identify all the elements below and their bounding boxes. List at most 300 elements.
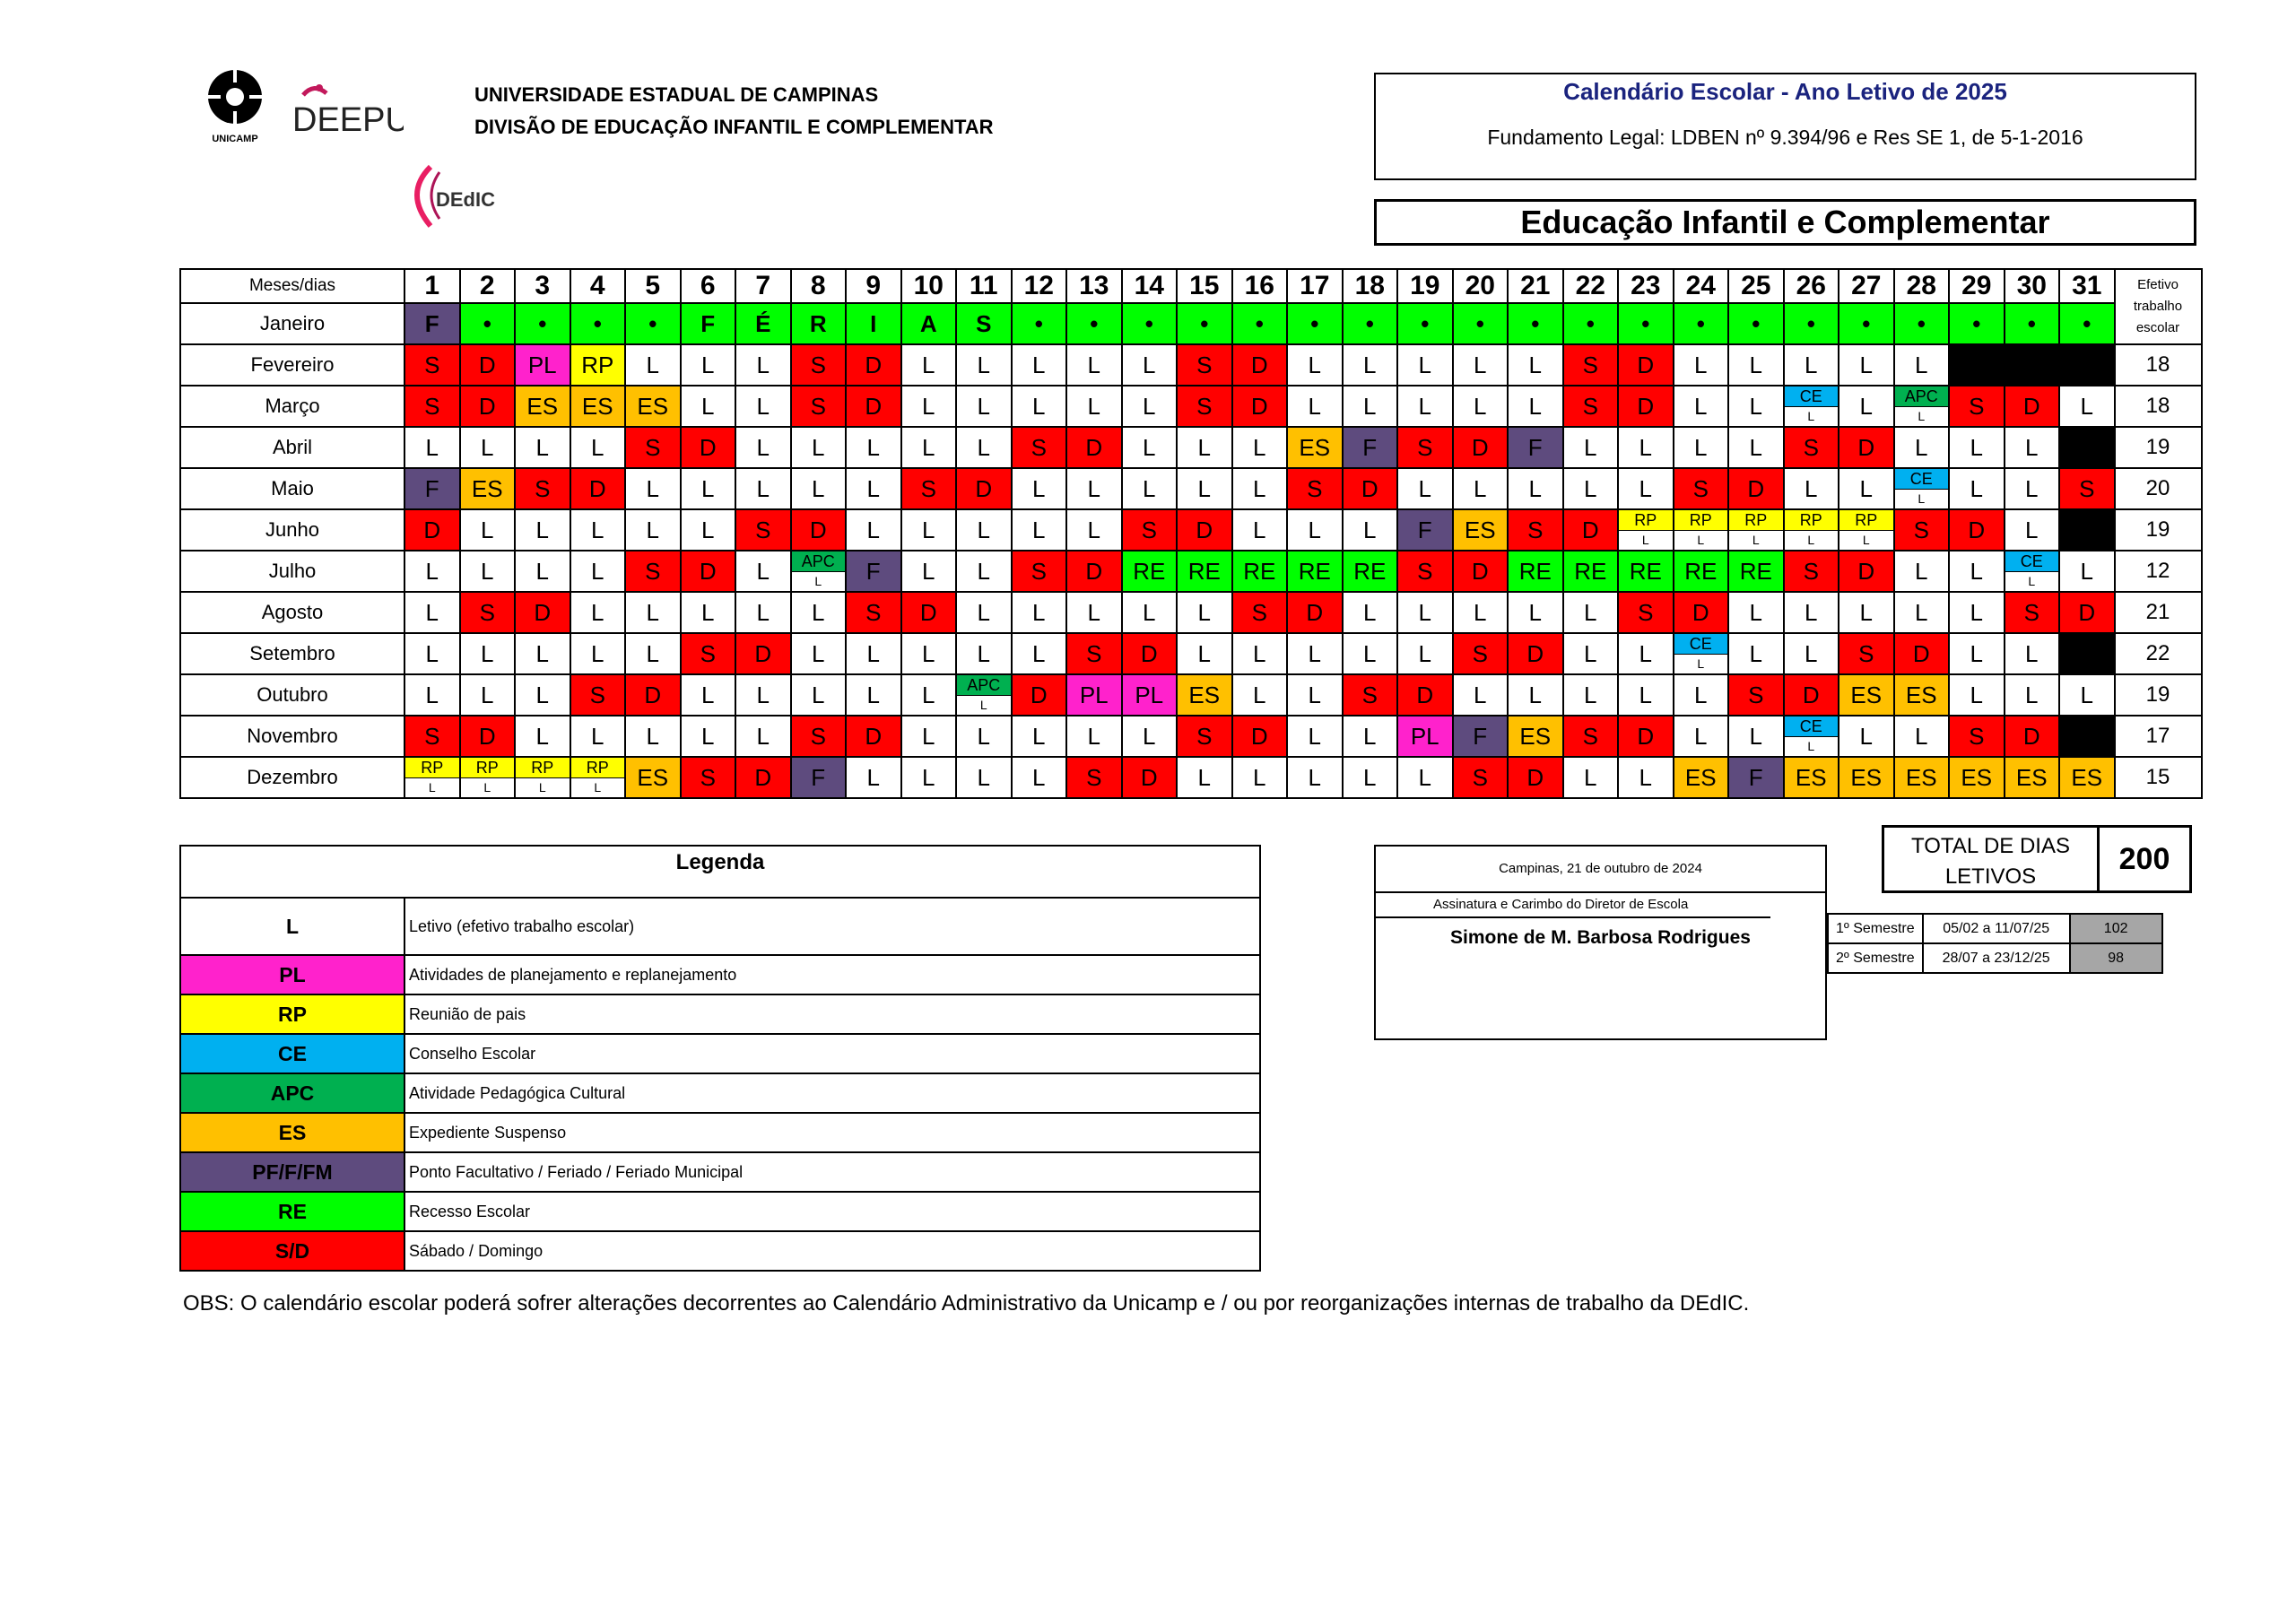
day-cell: D (1618, 344, 1674, 386)
month-row (180, 386, 2202, 427)
day-cell-event: RP (516, 758, 570, 778)
day-cell: • (1232, 303, 1288, 344)
day-cell: L (1728, 633, 1784, 674)
legend-code: APC (180, 1073, 404, 1113)
day-cell: L (791, 427, 847, 468)
signature-role: Assinatura e Carimbo do Diretor de Escola (1433, 897, 1689, 912)
day-cell: L (1839, 716, 1894, 757)
day-cell: L (956, 551, 1012, 592)
day-cell: S (1949, 716, 2005, 757)
day-cell: L (1839, 344, 1894, 386)
day-cell: RE (1508, 551, 1563, 592)
day-cell: D (1453, 427, 1509, 468)
day-cell-status: L (1839, 531, 1893, 549)
day-cell: D (901, 592, 957, 633)
day-cell: • (1508, 303, 1563, 344)
day-cell: D (1122, 633, 1178, 674)
legend-description: Expediente Suspenso (404, 1113, 1260, 1152)
day-cell: D (1894, 633, 1950, 674)
day-cell: S (1674, 468, 1729, 509)
month-row (180, 344, 2202, 386)
day-cell: L (1287, 509, 1343, 551)
day-cell: L (404, 427, 460, 468)
day-cell: S (1012, 551, 1067, 592)
day-cell: L (515, 674, 570, 716)
day-cell: L (1012, 592, 1067, 633)
day-cell: L (2059, 551, 2115, 592)
day-cell: S (404, 344, 460, 386)
day-cell-status: L (1729, 531, 1783, 549)
day-cell: D (846, 344, 901, 386)
day-cell: F (404, 468, 460, 509)
day-cell: L (956, 509, 1012, 551)
day-cell: L (956, 716, 1012, 757)
day-cell: L (570, 592, 626, 633)
day-cell: • (1066, 303, 1122, 344)
day-cell: L (1674, 427, 1729, 468)
day-cell: L (1894, 344, 1950, 386)
day-cell: L (956, 757, 1012, 798)
day-cell: D (404, 509, 460, 551)
day-cell: L (1122, 468, 1178, 509)
day-cell: L (1232, 674, 1288, 716)
day-cell: S (1839, 633, 1894, 674)
unicamp-logo-text: UNICAMP (212, 134, 258, 144)
day-cell: D (1232, 344, 1288, 386)
day-cell: L (1563, 674, 1619, 716)
legend-description: Atividades de planejamento e replanejamento (404, 955, 1260, 994)
day-cell: ES (1177, 674, 1232, 716)
day-cell (2059, 716, 2115, 757)
day-cell: D (1508, 633, 1563, 674)
day-cell (1784, 716, 1839, 757)
day-cell: L (1949, 674, 2005, 716)
day-cell: L (625, 509, 681, 551)
day-cell: ES (625, 386, 681, 427)
day-cell: S (625, 551, 681, 592)
day-cell-event: RP (1619, 510, 1673, 531)
day-cell: L (901, 757, 957, 798)
day-cell: L (1287, 757, 1343, 798)
day-cell (1618, 509, 1674, 551)
day-cell: • (460, 303, 516, 344)
day-cell: • (515, 303, 570, 344)
day-cell: F (791, 757, 847, 798)
day-cell (1839, 509, 1894, 551)
legend-code: S/D (180, 1231, 404, 1271)
day-cell: RE (1563, 551, 1619, 592)
day-cell: S (1728, 674, 1784, 716)
day-cell (1674, 509, 1729, 551)
day-cell-event: CE (1785, 386, 1839, 407)
day-cell: L (1012, 386, 1067, 427)
day-cell: L (791, 674, 847, 716)
day-cell: S (2005, 592, 2060, 633)
day-cell: RE (1618, 551, 1674, 592)
day-header: 26 (1784, 269, 1839, 303)
day-cell: • (1343, 303, 1398, 344)
day-cell: L (735, 468, 791, 509)
day-cell: L (1784, 468, 1839, 509)
day-cell: ES (1674, 757, 1729, 798)
day-cell: S (1784, 551, 1839, 592)
day-cell: L (901, 386, 957, 427)
signature-box (1374, 845, 1827, 1040)
day-cell: • (2059, 303, 2115, 344)
day-header: 29 (1949, 269, 2005, 303)
day-cell: L (1122, 716, 1178, 757)
day-cell: D (1839, 427, 1894, 468)
day-cell-status: L (571, 778, 625, 796)
day-cell: PL (1066, 674, 1122, 716)
corner-label: Meses/dias (180, 269, 404, 303)
day-cell: D (1343, 468, 1398, 509)
day-cell: L (1397, 468, 1453, 509)
day-header: 12 (1012, 269, 1067, 303)
day-cell: L (1397, 344, 1453, 386)
day-cell: S (1177, 716, 1232, 757)
day-cell: F (846, 551, 901, 592)
day-cell: L (1618, 468, 1674, 509)
day-cell: L (1012, 633, 1067, 674)
day-cell: • (1122, 303, 1178, 344)
day-cell: L (404, 633, 460, 674)
day-cell: D (460, 344, 516, 386)
month-name: Junho (180, 509, 404, 551)
day-cell: S (404, 386, 460, 427)
day-cell: L (1674, 674, 1729, 716)
day-cell: F (1343, 427, 1398, 468)
day-cell: L (1122, 344, 1178, 386)
day-cell: L (1784, 633, 1839, 674)
day-cell: ES (1508, 716, 1563, 757)
day-cell: D (846, 716, 901, 757)
day-cell: D (1066, 551, 1122, 592)
day-cell: L (901, 633, 957, 674)
day-cell: S (1287, 468, 1343, 509)
day-cell: L (1728, 427, 1784, 468)
day-cell: L (515, 509, 570, 551)
day-cell-event: RP (405, 758, 459, 778)
day-cell (2059, 427, 2115, 468)
day-cell: L (846, 468, 901, 509)
day-cell: L (1232, 633, 1288, 674)
day-header: 17 (1287, 269, 1343, 303)
day-cell: D (1232, 386, 1288, 427)
day-cell (1949, 344, 2005, 386)
day-cell: S (1563, 386, 1619, 427)
day-cell: D (735, 757, 791, 798)
legend-code: RE (180, 1192, 404, 1231)
day-cell: L (1232, 757, 1288, 798)
day-cell: S (1343, 674, 1398, 716)
day-cell: L (735, 427, 791, 468)
day-cell: L (1949, 592, 2005, 633)
day-cell: L (1894, 427, 1950, 468)
legend-description: Letivo (efetivo trabalho escolar) (404, 898, 1260, 955)
day-cell-status: L (1785, 737, 1839, 755)
day-cell: L (1122, 386, 1178, 427)
day-cell-status: L (516, 778, 570, 796)
day-cell: S (1949, 386, 2005, 427)
day-cell (2005, 344, 2060, 386)
day-cell: L (460, 427, 516, 468)
day-cell (1894, 386, 1950, 427)
day-cell: L (515, 633, 570, 674)
day-cell-event: APC (792, 551, 846, 572)
semester-row (1828, 914, 2162, 943)
month-name: Julho (180, 551, 404, 592)
day-cell: L (681, 344, 736, 386)
day-cell: S (1453, 633, 1509, 674)
day-cell: D (956, 468, 1012, 509)
legend-description: Conselho Escolar (404, 1034, 1260, 1073)
total-days-label: TOTAL DE DIAS LETIVOS (1884, 828, 2100, 890)
month-name: Abril (180, 427, 404, 468)
day-cell: L (1066, 386, 1122, 427)
day-cell: D (1287, 592, 1343, 633)
day-cell: D (625, 674, 681, 716)
day-cell: • (570, 303, 626, 344)
efetivo-value: 18 (2115, 386, 2202, 427)
day-cell: ES (570, 386, 626, 427)
day-cell: L (1839, 468, 1894, 509)
day-header: 25 (1728, 269, 1784, 303)
day-header: 22 (1563, 269, 1619, 303)
semester-table (1827, 913, 2163, 974)
day-cell: L (846, 427, 901, 468)
day-cell (2059, 509, 2115, 551)
efetivo-header: Efetivo trabalho escolar (2115, 269, 2202, 344)
day-cell: L (1674, 386, 1729, 427)
deepu-logo (287, 79, 404, 146)
day-cell: L (1508, 592, 1563, 633)
day-cell (404, 757, 460, 798)
day-cell: RE (1122, 551, 1178, 592)
day-cell-status: L (405, 778, 459, 796)
legend-description: Atividade Pedagógica Cultural (404, 1073, 1260, 1113)
day-cell: S (1784, 427, 1839, 468)
day-cell: S (570, 674, 626, 716)
day-cell: L (1177, 468, 1232, 509)
day-cell: L (956, 633, 1012, 674)
day-cell: L (460, 551, 516, 592)
month-name: Outubro (180, 674, 404, 716)
day-cell: D (1177, 509, 1232, 551)
day-header: 30 (2005, 269, 2060, 303)
day-header: 31 (2059, 269, 2115, 303)
calendar-title-box (1374, 73, 2196, 180)
efetivo-value: 18 (2115, 344, 2202, 386)
efetivo-value: 22 (2115, 633, 2202, 674)
day-cell: S (846, 592, 901, 633)
day-cell: L (2005, 427, 2060, 468)
day-cell: L (1012, 757, 1067, 798)
day-cell: L (1894, 551, 1950, 592)
semester-label: 1º Semestre (1828, 914, 1923, 943)
legend-row (180, 898, 1260, 955)
day-header: 27 (1839, 269, 1894, 303)
day-cell: • (1728, 303, 1784, 344)
day-cell: L (956, 386, 1012, 427)
day-cell (2059, 344, 2115, 386)
day-cell: L (1894, 716, 1950, 757)
day-cell: D (1453, 551, 1509, 592)
day-cell: • (1287, 303, 1343, 344)
month-row (180, 427, 2202, 468)
day-cell: ES (460, 468, 516, 509)
day-cell: L (1066, 468, 1122, 509)
day-cell: S (1066, 633, 1122, 674)
day-cell: S (1397, 551, 1453, 592)
day-cell: ES (625, 757, 681, 798)
observation-note: OBS: O calendário escolar poderá sofrer alterações decorrentes ao Calendário Administrativo da Unicamp e / ou por reorganizações internas de trabalho da DEdIC. (183, 1291, 1750, 1316)
day-cell: S (1122, 509, 1178, 551)
day-cell: L (901, 427, 957, 468)
day-cell: S (2059, 468, 2115, 509)
legend-description: Ponto Facultativo / Feriado / Feriado Municipal (404, 1152, 1260, 1192)
day-cell: S (1618, 592, 1674, 633)
legend-row (180, 1034, 1260, 1073)
day-header: 16 (1232, 269, 1288, 303)
day-cell: L (1839, 386, 1894, 427)
day-cell: D (846, 386, 901, 427)
day-cell: L (1453, 468, 1509, 509)
day-cell: L (681, 509, 736, 551)
day-cell: D (1839, 551, 1894, 592)
legend-row (180, 1152, 1260, 1192)
day-cell: I (846, 303, 901, 344)
day-cell: L (1343, 757, 1398, 798)
day-cell: D (2059, 592, 2115, 633)
month-row (180, 551, 2202, 592)
day-cell: L (1949, 551, 2005, 592)
day-cell: L (1508, 386, 1563, 427)
day-cell: L (515, 551, 570, 592)
efetivo-value: 19 (2115, 509, 2202, 551)
day-cell: S (1177, 386, 1232, 427)
calendar-title: Calendário Escolar - Ano Letivo de 2025 (1563, 78, 2007, 105)
day-cell: L (625, 468, 681, 509)
day-header: 7 (735, 269, 791, 303)
day-cell: • (1949, 303, 2005, 344)
month-row (180, 674, 2202, 716)
day-cell-event: CE (1895, 469, 1949, 490)
day-cell-status: L (1619, 531, 1673, 549)
day-cell: L (1508, 674, 1563, 716)
day-cell: • (1397, 303, 1453, 344)
day-cell: L (2005, 509, 2060, 551)
day-cell-status: L (461, 778, 515, 796)
legend-code: L (180, 898, 404, 955)
month-row (180, 633, 2202, 674)
day-header: 5 (625, 269, 681, 303)
day-cell: L (1453, 344, 1509, 386)
day-cell-status: L (1895, 490, 1949, 508)
day-cell: D (1563, 509, 1619, 551)
signature-name: Simone de M. Barbosa Rodrigues (1450, 927, 1751, 948)
day-cell (956, 674, 1012, 716)
day-cell: L (1563, 633, 1619, 674)
day-cell: L (1177, 633, 1232, 674)
legend-code: PF/F/FM (180, 1152, 404, 1192)
day-cell-status: L (1674, 531, 1728, 549)
signature-date: Campinas, 21 de outubro de 2024 (1499, 861, 1702, 876)
university-line1: UNIVERSIDADE ESTADUAL DE CAMPINAS (474, 83, 879, 106)
day-header: 2 (460, 269, 516, 303)
month-name: Janeiro (180, 303, 404, 344)
day-cell: L (570, 716, 626, 757)
day-cell (460, 757, 516, 798)
day-cell: • (1894, 303, 1950, 344)
month-name: Fevereiro (180, 344, 404, 386)
day-cell: RE (1232, 551, 1288, 592)
day-cell (1894, 468, 1950, 509)
legend-code: CE (180, 1034, 404, 1073)
day-cell: S (791, 386, 847, 427)
day-cell: L (625, 633, 681, 674)
day-cell: L (404, 551, 460, 592)
day-cell: F (1508, 427, 1563, 468)
day-cell: S (791, 344, 847, 386)
day-cell: L (1343, 386, 1398, 427)
day-cell: L (570, 633, 626, 674)
day-cell: L (1784, 344, 1839, 386)
day-header: 8 (791, 269, 847, 303)
day-cell: D (1618, 716, 1674, 757)
day-cell: D (735, 633, 791, 674)
day-header: 28 (1894, 269, 1950, 303)
dedic-logo (404, 160, 502, 236)
day-cell-event: CE (1785, 716, 1839, 737)
day-header: 13 (1066, 269, 1122, 303)
day-cell: ES (515, 386, 570, 427)
semester-label: 2º Semestre (1828, 943, 1923, 973)
day-header: 18 (1343, 269, 1398, 303)
day-cell: D (1618, 386, 1674, 427)
day-cell: L (1122, 427, 1178, 468)
day-cell: L (2005, 633, 2060, 674)
efetivo-value: 15 (2115, 757, 2202, 798)
day-cell: L (1894, 592, 1950, 633)
day-cell: ES (2005, 757, 2060, 798)
day-cell-status: L (2005, 572, 2059, 590)
day-cell: S (1563, 344, 1619, 386)
total-days-value: 200 (2118, 842, 2170, 876)
day-cell: L (460, 633, 516, 674)
day-cell: L (1012, 509, 1067, 551)
day-cell: L (1012, 344, 1067, 386)
day-cell: L (460, 509, 516, 551)
day-cell: L (735, 551, 791, 592)
day-cell: RE (1287, 551, 1343, 592)
day-cell: L (735, 674, 791, 716)
efetivo-value: 19 (2115, 427, 2202, 468)
legend-row (180, 1073, 1260, 1113)
day-cell: É (735, 303, 791, 344)
day-cell: L (1232, 427, 1288, 468)
day-cell: PL (1122, 674, 1178, 716)
day-cell: L (1343, 592, 1398, 633)
day-cell: • (1012, 303, 1067, 344)
day-cell: ES (1949, 757, 2005, 798)
efetivo-value: 17 (2115, 716, 2202, 757)
day-cell-event: APC (957, 675, 1011, 696)
day-cell-event: RP (1785, 510, 1839, 531)
day-cell: • (1839, 303, 1894, 344)
day-cell: L (404, 674, 460, 716)
day-cell: ES (2059, 757, 2115, 798)
